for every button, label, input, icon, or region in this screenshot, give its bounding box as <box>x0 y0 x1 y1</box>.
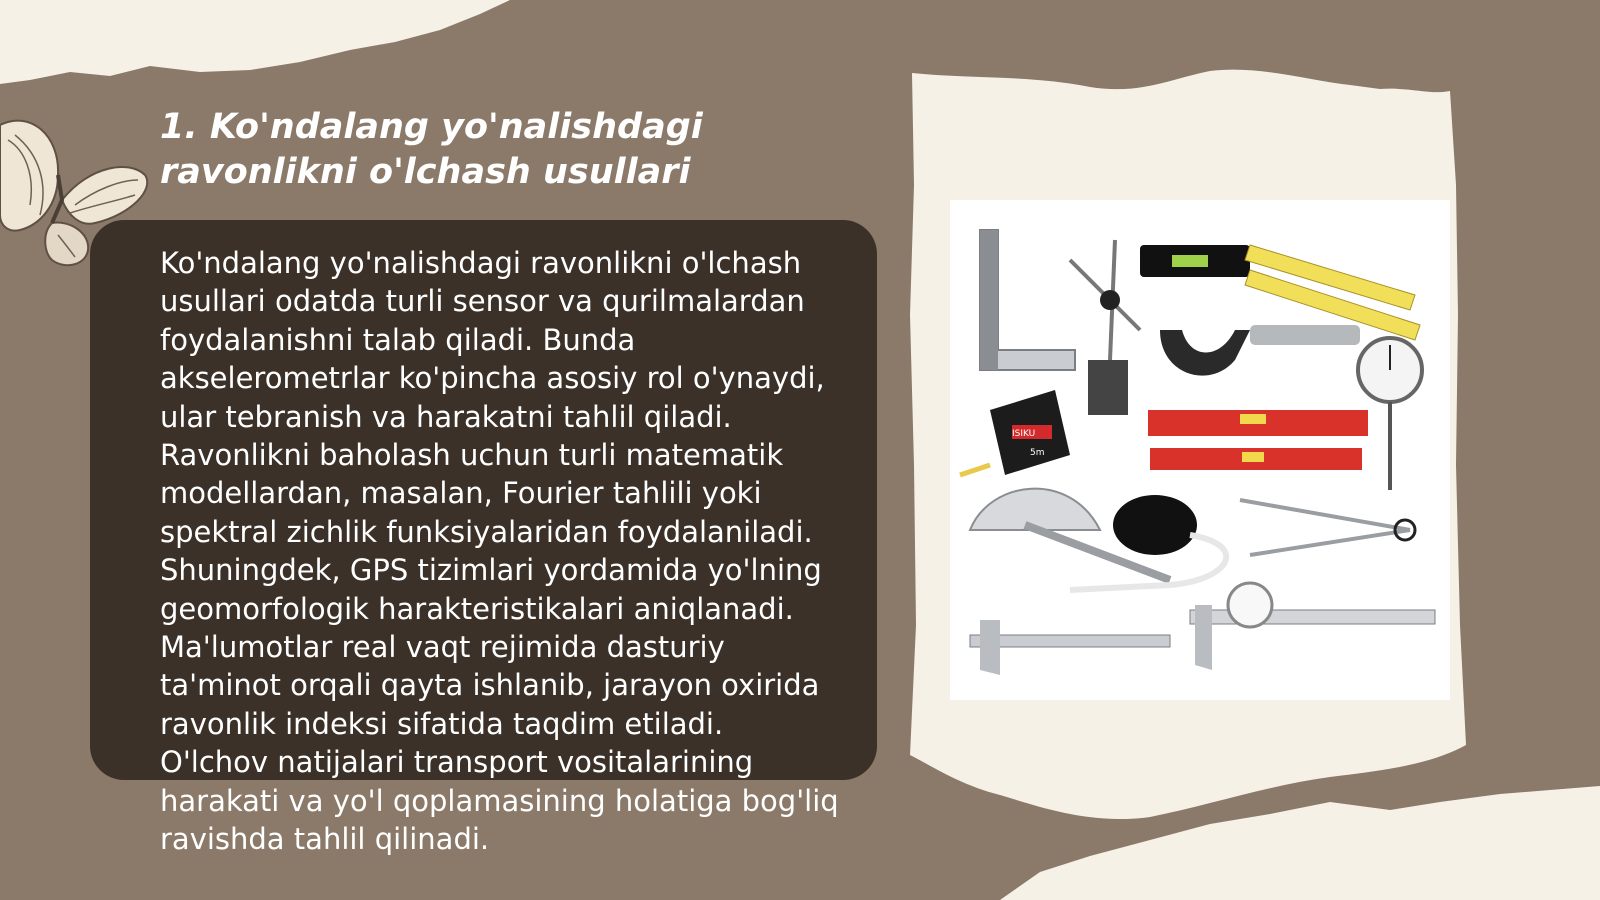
tape-brand: ISIKU <box>1012 429 1036 439</box>
measuring-tools-image <box>950 200 1450 700</box>
measuring-tools-icon <box>950 200 1450 700</box>
body-text: Ko'ndalang yo'nalishdagi ravonlikni o'lchash usullari odatda turli sensor va qurilmalardan foydalanishni talab qiladi. Bunda akselerometrlar ko'pincha asosiy rol o'ynaydi, ular tebranish va harakatni tahlil qiladi. Ravonlikni baholash uchun turli matematik modellardan, masalan, Fourier tahlili yoki spektral zichlik funksiyalaridan foydalaniladi. Shuningdek, GPS tizimlari yordamida yo'lning geomorfologik harakteristikalari aniqlanadi. Ma'lumotlar real vaqt rejimida dasturiy ta'minot orqali qayta ishlanib, jarayon oxirida ravonlik indeksi sifatida taqdim etiladi. O'lchov natijalari transport vositalarining harakati va yo'l qoplamasining holatiga bog'liq ravishda tahlil qilinadi. <box>160 246 839 857</box>
slide-title: 1. Ko'ndalang yo'nalishdagi ravonlikni o'lchash usullari <box>160 107 703 192</box>
tape-length: 5m <box>1030 448 1045 458</box>
